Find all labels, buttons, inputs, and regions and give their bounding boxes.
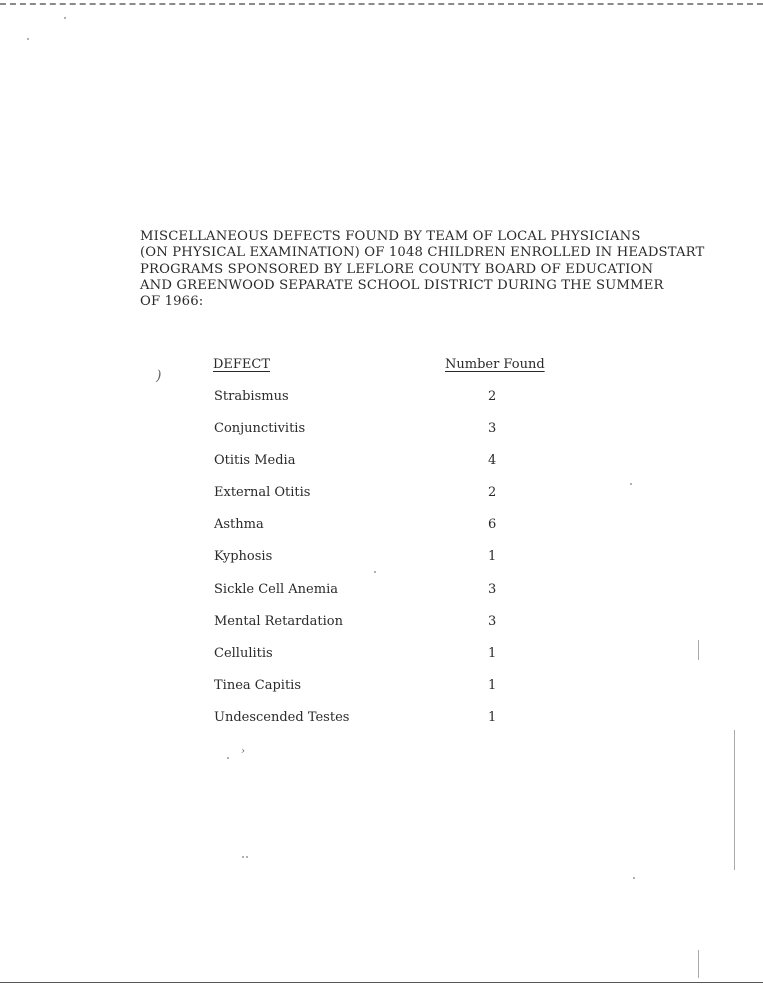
table-row	[213, 451, 613, 483]
table-row	[213, 547, 613, 579]
table-row	[213, 644, 613, 676]
number-cell: 2	[488, 389, 497, 404]
defect-cell: Cellulitis	[214, 645, 273, 661]
number-found-column-header: Number Found	[445, 357, 545, 372]
number-cell: 3	[488, 581, 497, 597]
defect-column-header: DEFECT	[213, 357, 271, 372]
scan-speck	[27, 38, 29, 40]
number-cell: 1	[488, 709, 497, 725]
scan-speck	[246, 856, 248, 858]
table-header-row	[213, 355, 613, 375]
number-cell: 1	[488, 549, 497, 565]
defect-cell: Conjunctivitis	[214, 421, 306, 437]
defect-cell: Strabismus	[214, 389, 289, 404]
defect-cell: Kyphosis	[214, 549, 273, 565]
table-row	[213, 483, 613, 515]
table-row	[213, 419, 613, 451]
scan-speck	[633, 877, 635, 879]
number-cell: 6	[488, 517, 497, 533]
defect-cell: External Otitis	[214, 485, 311, 501]
number-cell: 1	[488, 645, 497, 661]
number-cell: 1	[488, 677, 497, 693]
defect-cell: Mental Retardation	[214, 613, 343, 629]
table-body	[213, 387, 613, 740]
defect-cell: Tinea Capitis	[214, 677, 302, 693]
bottom-page-edge	[0, 982, 763, 983]
scan-speck	[64, 17, 66, 19]
stray-pencil-mark: ›	[241, 746, 245, 757]
stray-pencil-mark: )	[156, 368, 162, 384]
defect-cell: Sickle Cell Anemia	[214, 581, 338, 597]
table-row	[213, 515, 613, 547]
number-cell: 2	[488, 485, 497, 501]
scan-artifact-line	[698, 950, 699, 978]
table-row	[213, 387, 613, 419]
scan-speck	[242, 856, 244, 858]
scan-speck	[227, 757, 229, 759]
table-row	[213, 612, 613, 644]
number-cell: 3	[488, 613, 497, 629]
defect-cell: Asthma	[214, 517, 264, 533]
scan-artifact-line	[698, 640, 699, 660]
table-row	[213, 580, 613, 612]
scan-speck	[630, 483, 632, 485]
defects-table	[213, 355, 613, 725]
top-perforation-edge	[0, 3, 763, 5]
table-row	[213, 708, 613, 740]
scan-artifact-line	[734, 730, 735, 870]
table-row	[213, 676, 613, 708]
defect-cell: Undescended Testes	[214, 709, 350, 725]
number-cell: 4	[488, 453, 497, 469]
number-cell: 3	[488, 421, 497, 437]
document-heading: MISCELLANEOUS DEFECTS FOUND BY TEAM OF LOCAL PHYSICIANS (ON PHYSICAL EXAMINATION) OF 1048 CHILDREN ENROLLED IN HEADSTART PROGRAMS SPONSORED BY LEFLORE COUNTY BOARD OF EDUCATION AND GREENWOOD SEPARATE SCHOOL DISTRICT DURING THE SUMMER OF 1966:	[140, 229, 705, 310]
defect-cell: Otitis Media	[214, 453, 296, 469]
